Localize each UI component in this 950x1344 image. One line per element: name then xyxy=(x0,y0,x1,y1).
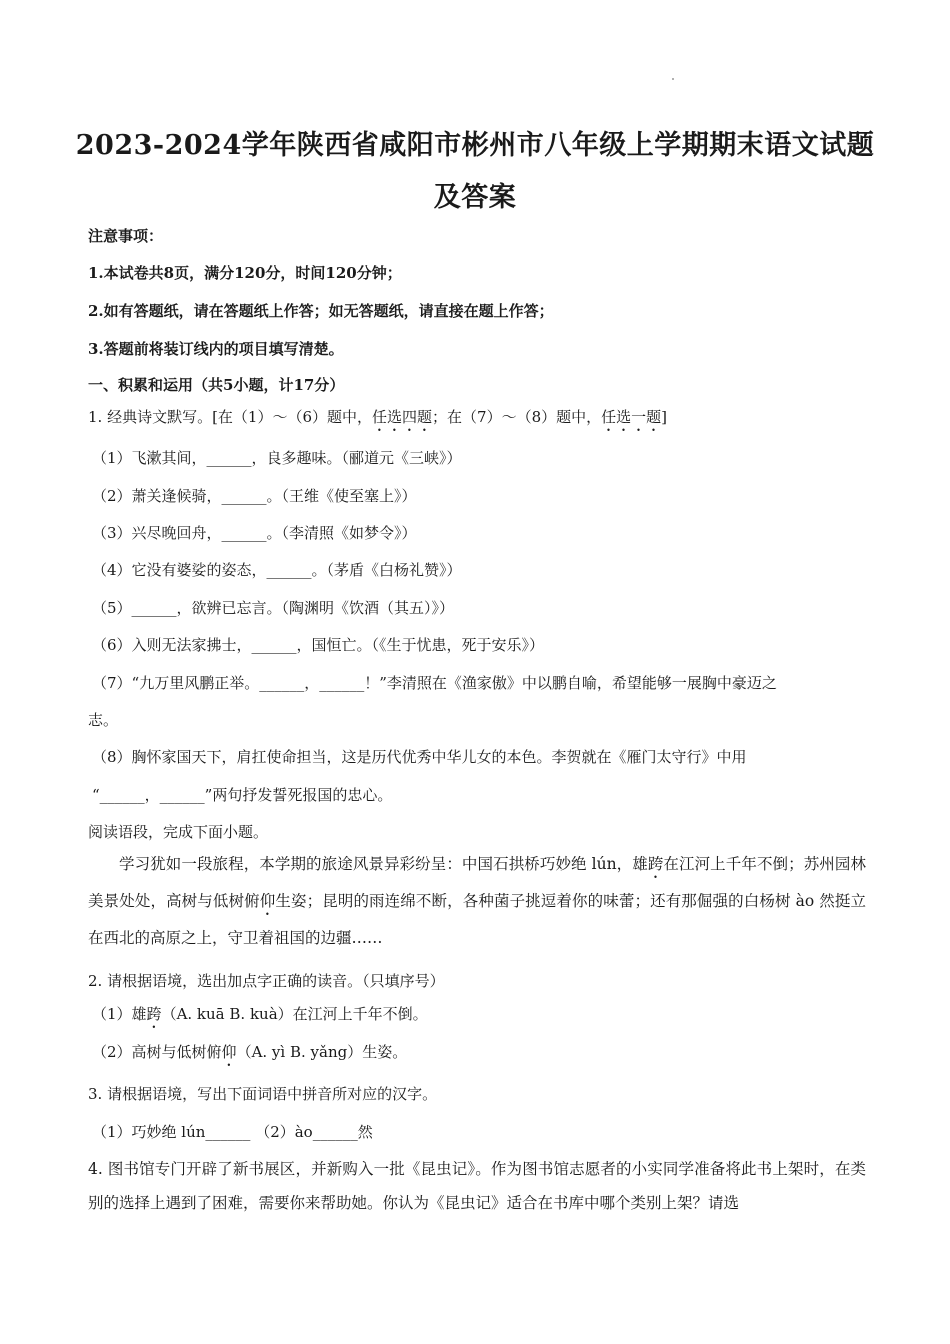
q2-text: （2）高树与低树俯 xyxy=(92,1043,222,1061)
q1-emphasis-1: 任选四题 xyxy=(372,408,433,426)
scan-dot xyxy=(672,78,674,80)
q2-item-2 xyxy=(92,1041,882,1070)
q2-text: （A. yì B. yǎng）生姿。 xyxy=(236,1043,408,1061)
q1-prompt-part: ] xyxy=(661,408,668,426)
reading-intro: 阅读语段，完成下面小题。 xyxy=(88,823,269,841)
q1-item-6: （6）入则无法家拂士，______，国恒亡。（《生于忧患，死于安乐》） xyxy=(92,636,545,654)
passage-dotted-char: 仰 xyxy=(259,892,276,910)
q1-item-7-line-2: 志。 xyxy=(88,711,119,729)
page-title: 2023-2024学年陕西省咸阳市彬州市八年级上学期期末语文试题及答案 xyxy=(75,130,875,213)
notice-heading: 注意事项： xyxy=(88,227,164,245)
q1-emphasis-2: 任选一题 xyxy=(601,408,662,426)
q1-item-8-line-1: （8）胸怀家国天下，肩扛使命担当，这是历代优秀中华儿女的本色。李贺就在《雁门太守行》中用 xyxy=(92,748,747,766)
section-heading: 一、积累和运用（共5小题，计17分） xyxy=(88,376,345,394)
q2-text: （1）雄 xyxy=(92,1005,147,1023)
q1-item-7-line-1: （7）“九万里风鹏正举。______，______！”李清照在《渔家傲》中以鹏自喻，希望能够一展胸中豪迈之 xyxy=(92,674,777,692)
q1-item-4: （4）它没有婆娑的姿态，______。（茅盾《白杨礼赞》） xyxy=(92,561,462,579)
q1-item-1: （1）飞漱其间，______，良多趣味。（郦道元《三峡》） xyxy=(92,449,462,467)
notice-item-2: 2.如有答题纸，请在答题纸上作答；如无答题纸，请直接在题上作答； xyxy=(88,302,554,320)
passage-dotted-char: 跨 xyxy=(647,855,664,873)
question-2-prompt: 2. 请根据语境，选出加点字正确的读音。（只填序号） xyxy=(88,972,445,990)
q1-prompt-part: 1. 经典诗文默写。[在（1）～（6）题中， xyxy=(88,408,373,426)
notice-item-1: 1.本试卷共8页，满分120分，时间120分钟； xyxy=(88,264,402,282)
reading-passage xyxy=(88,846,866,957)
q1-prompt-part: ；在（7）～（8）题中， xyxy=(432,408,602,426)
q1-item-8-line-2: “______，______”两句抒发誓死报国的忠心。 xyxy=(92,786,393,804)
question-1-prompt xyxy=(88,406,878,435)
q2-dotted-char: 跨 xyxy=(146,1005,162,1023)
q2-text: （A. kuā B. kuà）在江河上千年不倒。 xyxy=(161,1005,428,1023)
question-3-prompt: 3. 请根据语境，写出下面词语中拼音所对应的汉字。 xyxy=(88,1085,438,1103)
q1-item-3: （3）兴尽晚回舟，______。（李清照《如梦令》） xyxy=(92,524,417,542)
q2-dotted-char: 仰 xyxy=(221,1043,237,1061)
q3-items: （1）巧妙绝 lún______ （2）ào______然 xyxy=(92,1123,373,1141)
passage-text: 学习犹如一段旅程，本学期的旅途风景异彩纷呈：中国石拱桥巧妙绝 lún，雄 xyxy=(119,855,648,873)
q1-item-5: （5）______，欲辨已忘言。（陶渊明《饮酒（其五）》） xyxy=(92,599,455,617)
notice-item-3: 3.答题前将装订线内的项目填写清楚。 xyxy=(88,340,344,358)
question-4-text: 4. 图书馆专门开辟了新书展区，并新购入一批《昆虫记》。作为图书馆志愿者的小实同学准备将此书上架时，在类别的选择上遇到了困难，需要你来帮助她。你认为《昆虫记》适合在书库中哪个类别上架？请选 xyxy=(88,1160,866,1212)
passage-text: 生姿；昆明的雨连绵不断，各种菌子挑逗着你的味蕾；还有那倔强的白杨树 ào 然挺立在西北的高原之上，守卫着祖国的边疆…… xyxy=(88,892,866,947)
q1-item-2: （2）萧关逢候骑，______。（王维《使至塞上》） xyxy=(92,487,417,505)
q2-item-1 xyxy=(92,1003,882,1032)
passage-text: 在江河上千年不倒；苏州园林美景处处，高树与低树俯 xyxy=(88,855,866,910)
